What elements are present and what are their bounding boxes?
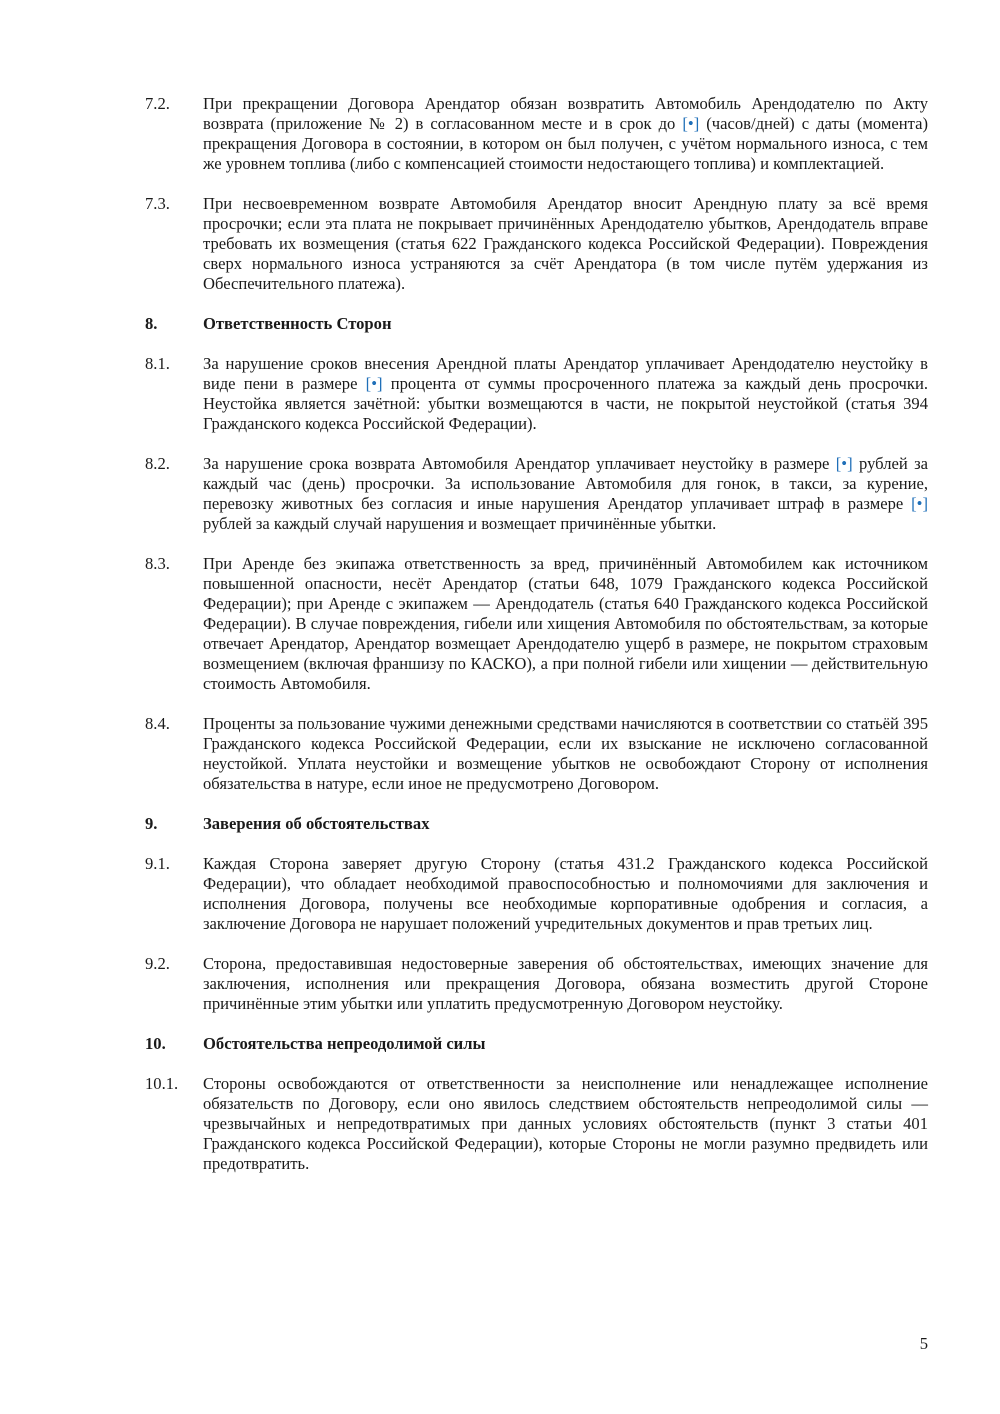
page-number: 5 [919,1334,928,1353]
clause-paragraph [145,854,928,934]
text-segment: (часов/дней) с даты (момента) прекращения Договора в состоянии, в котором он был получен, с учётом нормального износа, с тем же уровнем топлива (либо с компенсацией стоимости недостающего топлива) и комплектацией. [203,114,928,173]
fill-in-placeholder: [•] [365,374,383,393]
text-segment: Обстоятельства непреодолимой силы [203,1034,486,1053]
clause-number: 10.1. [145,1074,179,1093]
fill-in-placeholder: [•] [911,494,928,513]
text-segment: За нарушение срока возврата Автомобиля Арендатор уплачивает неустойку в размере [203,454,836,473]
text-segment: Ответственность Сторон [203,314,392,333]
section-heading [145,1034,928,1054]
section-number: 8. [145,314,158,333]
clause-number: 9.1. [145,854,170,873]
text-segment: При прекращении Договора Арендатор обязан возвратить Автомобиль Арендодателю по Акту возврата (приложение № 2) в согласованном месте и в срок до [203,94,928,133]
clause-number: 8.4. [145,714,170,733]
clause-paragraph [145,1074,928,1174]
text-segment: процента от суммы просроченного платежа за каждый день просрочки. Неустойка является зачётной: убытки возмещаются в части, не покрытой неустойкой (статья 394 Гражданского кодекса Российской Федерации). [203,374,928,433]
clause-number: 8.2. [145,454,170,473]
fill-in-placeholder: [•] [682,114,700,133]
clause-text [203,854,928,934]
clause-paragraph [145,354,928,434]
document-body [145,94,928,1194]
clause-text [203,554,928,694]
clause-paragraph [145,554,928,694]
text-segment: За нарушение сроков внесения Арендной платы Арендатор уплачивает Арендодателю неустойку в виде пени в размере [203,354,928,393]
clause-paragraph [145,954,928,1014]
text-segment: При Аренде без экипажа ответственность за вред, причинённый Автомобилем как источником повышенной опасности, несёт Арендатор (статьи 648, 1079 Гражданского кодекса Российской Федерации); при Аренде с экипажем — Арендодатель (статья 640 Гражданского кодекса Российской Федерации). В случае повреждения, гибели или хищения Автомобиля по обстоятельствам, за которые отвечает Арендатор, Арендатор возмещает Арендодателю ущерб в размере, не покрытом страховым возмещением (включая франшизу по КАСКО), а при полной гибели или хищении — действительную стоимость Автомобиля. [203,554,928,693]
clause-paragraph [145,454,928,534]
section-title [203,814,928,834]
clause-number: 8.1. [145,354,170,373]
text-segment: Каждая Сторона заверяет другую Сторону (статья 431.2 Гражданского кодекса Российской Федерации), что обладает необходимой правоспособностью и полномочиями для заключения и исполнения Договора, получены все необходимые корпоративные одобрения и согласия, а заключение Договора не нарушает положений учредительных документов и прав третьих лиц. [203,854,928,933]
text-segment: Проценты за пользование чужими денежными средствами начисляются в соответствии со статьёй 395 Гражданского кодекса Российской Федерации, если их взыскание не исключено согласованной неустойкой. Уплата неустойки и возмещение убытков не освобождают Сторону от исполнения обязательства в натуре, если иное не предусмотрено Договором. [203,714,928,793]
text-segment: Стороны освобождаются от ответственности за неисполнение или ненадлежащее исполнение обязательств по Договору, если оно явилось следствием обстоятельств непреодолимой силы — чрезвычайных и непредотвратимых при данных условиях обстоятельств (пункт 3 статьи 401 Гражданского кодекса Российской Федерации), которые Стороны не могли разумно предвидеть или предотвратить. [203,1074,928,1173]
clause-text [203,1074,928,1174]
text-segment: При несвоевременном возврате Автомобиля Арендатор вносит Арендную плату за всё время просрочки; если эта плата не покрывает причинённых Арендодателю убытков, Арендодатель вправе требовать их возмещения (статья 622 Гражданского кодекса Российской Федерации). Повреждения сверх нормального износа устраняются за счёт Арендатора (в том числе путём удержания из Обеспечительного платежа). [203,194,928,293]
clause-number: 9.2. [145,954,170,973]
clause-text [203,454,928,534]
section-heading [145,814,928,834]
section-title [203,1034,928,1054]
text-segment: Сторона, предоставившая недостоверные заверения об обстоятельствах, имеющих значение для заключения, исполнения или прекращения Договора, обязана возместить другой Стороне причинённые этим убытки или уплатить предусмотренную Договором неустойку. [203,954,928,1013]
clause-number: 7.2. [145,94,170,113]
clause-number: 7.3. [145,194,170,213]
clause-text [203,94,928,174]
section-number: 10. [145,1034,166,1053]
text-segment: Заверения об обстоятельствах [203,814,430,833]
clause-number: 8.3. [145,554,170,573]
clause-text [203,954,928,1014]
clause-paragraph [145,714,928,794]
clause-paragraph [145,94,928,174]
clause-text [203,194,928,294]
section-number: 9. [145,814,158,833]
text-segment: рублей за каждый случай нарушения и возмещает причинённые убытки. [203,514,717,533]
clause-text [203,714,928,794]
fill-in-placeholder: [•] [835,454,853,473]
text-segment: рублей за каждый час (день) просрочки. За использование Автомобиля для гонок, в такси, за курение, перевозку животных без согласия и иные нарушения Арендатор уплачивает штраф в размере [203,454,928,513]
clause-paragraph [145,194,928,294]
clause-text [203,354,928,434]
section-title [203,314,928,334]
section-heading [145,314,928,334]
